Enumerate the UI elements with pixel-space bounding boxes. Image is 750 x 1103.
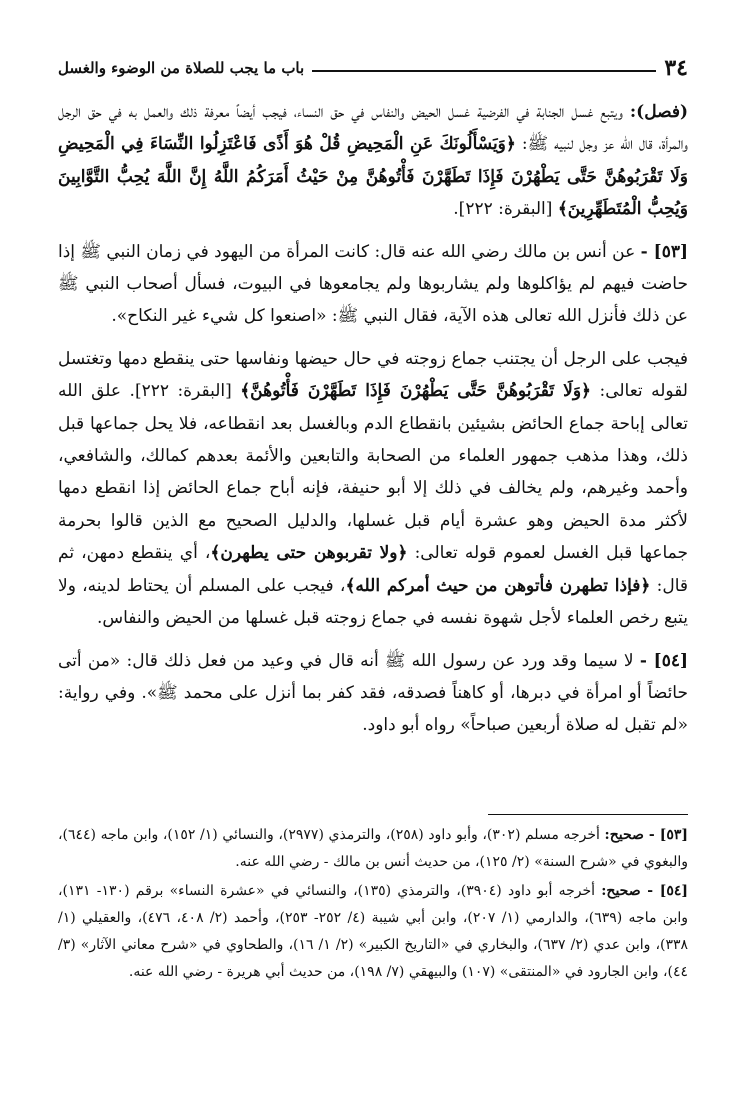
quoted-verse: ﴿فإذا تطهرن فأتوهن من حيث أمركم الله﴾ (345, 575, 651, 596)
footnote-rule (488, 814, 688, 815)
footnote-label: [٥٣] - صحيح: (604, 827, 689, 843)
paragraph-text: [البقرة: ٢٢٢]. علق الله تعالى إباحة جماع الحائض بشيئين بانقطاع الدم وبالغسل بعد انقطاعه، فلا يحل جماعها قبل ذلك، وهذا مذهب جمهور العلماء من الصحابة والتابعين والأئمة بعدهم كمالك، والشافعي، وأحمد وغيرهم، ولم يخالف في ذلك إلا أبو حنيفة، فإنه أباح جماع الحائض إذا انقطع دمها لأكثر مدة الحيض وهو عشرة أيام قبل غسلها، والدليل الصحيح مع الذين قالوا بحرمة جماعها قبل الغسل لعموم قوله تعالى: (58, 381, 688, 564)
footnote-label: [٥٤] - صحيح: (601, 883, 688, 899)
running-title: باب ما يجب للصلاة من الوضوء والغسل (58, 59, 305, 77)
paragraph-text: ويتبع غسل الجنابة في الفرضية غسل الحيض والنفاس في حق النساء، فيجب أيضاً معرفة ذلك والعمل به في حق الرجل والمرأة، قال الله عز وجل لنبيه ﷺ: (58, 102, 688, 155)
hadith-number: [٥٣] - (640, 241, 688, 262)
paragraph-text: ، أي ينقطع دمهن، ثم قال: (58, 543, 689, 596)
verse-reference: [البقرة: ٢٢٢]. (453, 199, 558, 220)
footnote-text: أخرجه مسلم (٣٠٢)، وأبو داود (٢٥٨)، والترمذي (٢٩٧٧)، والنسائي (١/ ١٥٢)، وابن ماجه (٦٤٤)، والبغوي في «شرح السنة» (٢/ ١٢٥)، من حديث أنس بن مالك - رضي الله عنه. (58, 827, 688, 870)
hadith-text: لا سيما وقد ورد عن رسول الله ﷺ أنه قال في وعيد من فعل ذلك قال: «من أتى حائضاً أو امرأة في دبرها، أو كاهناً فصدقه، فقد كفر بما أنزل على محمد ﷺ». وفي رواية: «لم تقبل له صلاة أربعين صباحاً» رواه أبو داود. (58, 650, 688, 736)
paragraph-fasl (58, 96, 688, 226)
footnote-text: أخرجه أبو داود (٣٩٠٤)، والترمذي (١٣٥)، والنسائي في «عشرة النساء» برقم (١٣٠- ١٣١)، وابن ماجه (٦٣٩)، والدارمي (١/ ٢٠٧)، وابن أبي شيبة (٤/ ٢٥٢- ٢٥٣)، وأحمد (٢/ ٤٠٨، ٤٧٦)، والعقيلي (١/ ٣٣٨)، وابن عدي (٢/ ٦٣٧)، والبخاري في «التاريخ الكبير» (٢/ ١/ ١٦)، والطحاوي في «شرح معاني الآثار» (٣/ ٤٤)، وابن الجارود في «المنتقى» (١٠٧) والبيهقي (٧/ ١٩٨)، من حديث أبي هريرة - رضي الله عنه. (58, 883, 689, 980)
quran-verse: ﴿وَيَسْأَلُونَكَ عَنِ الْمَحِيضِ قُلْ هُوَ أَذًى فَاعْتَزِلُوا النِّسَاءَ فِي الْمَحِيضِ وَلَا تَقْرَبُوهُنَّ حَتَّى يَطْهُرْنَ فَإِذَا تَطَهَّرْنَ فَأْتُوهُنَّ مِنْ حَيْثُ أَمَرَكُمُ اللَّهُ إِنَّ اللَّهَ يُحِبُّ التَّوَّابِينَ وَيُحِبُّ الْمُتَطَهِّرِينَ﴾ (58, 134, 688, 220)
main-text (58, 96, 688, 748)
header-rule (312, 70, 656, 72)
paragraph-text: فيجب على الرجل أن يجتنب جماع زوجته في حال حيضها ونفاسها حتى ينقطع دمها وتغتسل لقوله تعالى: (58, 348, 688, 402)
hadith-54 (58, 645, 688, 742)
section-label: (فصل): (629, 102, 688, 122)
quran-verse: ﴿وَلَا تَقْرَبُوهُنَّ حَتَّى يَطْهُرْنَ فَإِذَا تَطَهَّرْنَ فَأْتُوهُنَّ﴾ (240, 381, 591, 402)
quoted-verse: ﴿ولا تقربوهن حتى يطهرن﴾ (210, 543, 408, 564)
footnote-54 (58, 878, 688, 986)
paragraph-ruling (58, 343, 688, 635)
hadith-number: [٥٤] - (639, 650, 688, 671)
paragraph-text: ، فيجب على المسلم أن يحتاط لدينه، ولا يتبع رخص العلماء لأجل شهوة نفسه في جماع زوجته قبل غسلها من الحيض والنفاس. (58, 575, 688, 629)
hadith-53 (58, 236, 688, 333)
page-number: ٣٤ (664, 55, 688, 81)
page-header (58, 52, 688, 84)
hadith-text: عن أنس بن مالك رضي الله عنه قال: كانت المرأة من اليهود في زمان النبي ﷺ إذا حاضت فيهم لم يؤاكلوها ولم يشاربوها ولم يجامعوها في البيوت، فسأل أصحاب النبي ﷺ عن ذلك فأنزل الله تعالى هذه الآية، فقال النبي ﷺ: «اصنعوا كل شيء غير النكاح». (58, 241, 688, 327)
footnote-53 (58, 822, 688, 876)
footnotes (58, 822, 688, 988)
